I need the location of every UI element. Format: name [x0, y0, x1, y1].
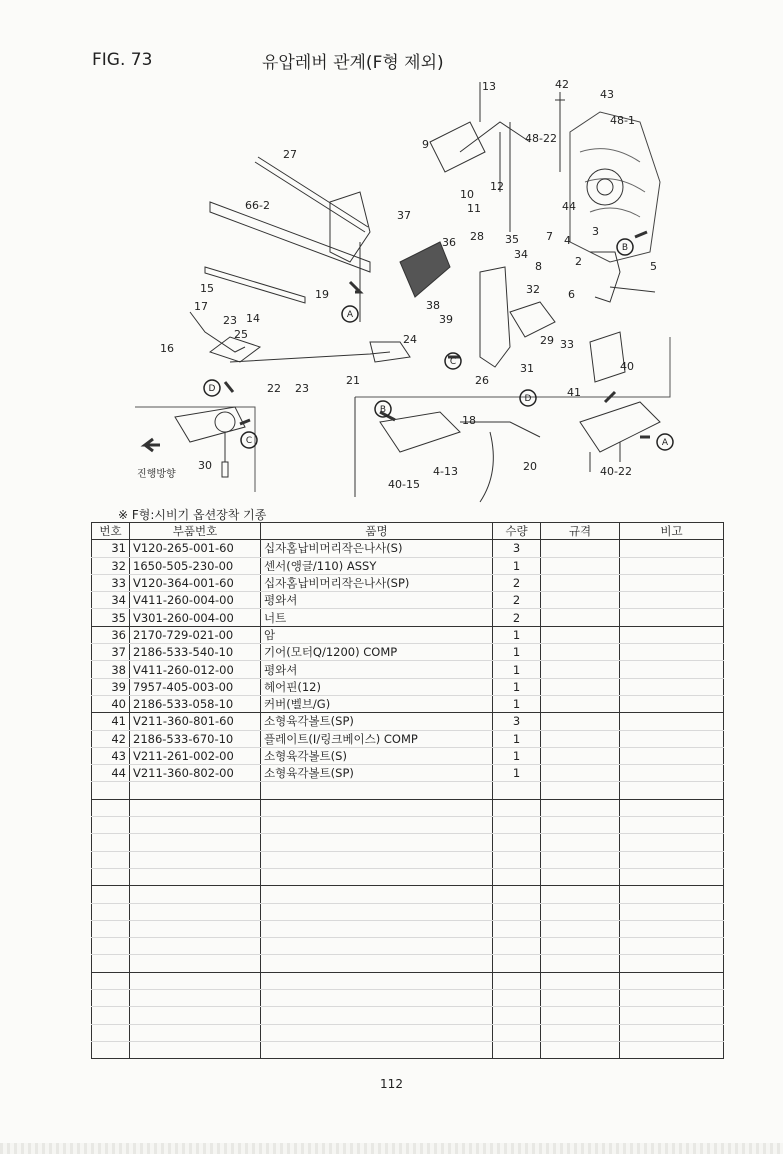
header-part-name: 품명 — [261, 523, 493, 540]
callout-19: 19 — [315, 288, 329, 301]
row-no: 39 — [92, 678, 130, 695]
callout-48-1: 48-1 — [610, 114, 635, 127]
row-no: 35 — [92, 609, 130, 626]
row-remarks — [620, 609, 724, 626]
table-header-row — [92, 523, 724, 540]
callout-16: 16 — [160, 342, 174, 355]
table-row — [92, 661, 724, 678]
figure-number: FIG. 73 — [92, 50, 153, 70]
row-qty: 1 — [493, 747, 541, 764]
row-spec — [541, 695, 620, 712]
row-no: 33 — [92, 574, 130, 591]
row-remarks — [620, 644, 724, 661]
callout-40-22: 40-22 — [600, 465, 632, 478]
row-name: 암 — [261, 626, 493, 643]
row-name: 헤어핀(12) — [261, 678, 493, 695]
callout-22: 22 — [267, 382, 281, 395]
row-part: 1650-505-230-00 — [130, 557, 261, 574]
row-remarks — [620, 661, 724, 678]
row-part: 7957-405-003-00 — [130, 678, 261, 695]
row-remarks — [620, 574, 724, 591]
callout-26: 26 — [475, 374, 489, 387]
table-row — [92, 644, 724, 661]
header-no: 번호 — [92, 523, 130, 540]
callout-40-15: 40-15 — [388, 478, 420, 491]
callout-24: 24 — [403, 333, 417, 346]
row-spec — [541, 574, 620, 591]
table-row — [92, 609, 724, 626]
row-spec — [541, 592, 620, 609]
row-qty: 1 — [493, 678, 541, 695]
table-row-empty — [92, 851, 724, 868]
callout-6: 6 — [568, 288, 575, 301]
row-spec — [541, 747, 620, 764]
table-row-empty — [92, 1041, 724, 1058]
table-row — [92, 626, 724, 643]
row-no: 40 — [92, 695, 130, 712]
row-name: 소형육각볼트(S) — [261, 747, 493, 764]
row-part: 2186-533-540-10 — [130, 644, 261, 661]
callout-43: 43 — [600, 88, 614, 101]
row-remarks — [620, 730, 724, 747]
row-no: 36 — [92, 626, 130, 643]
row-part: V411-260-012-00 — [130, 661, 261, 678]
callout-31: 31 — [520, 362, 534, 375]
direction-label: 진행방향 — [137, 469, 176, 480]
callout-7: 7 — [546, 230, 553, 243]
row-spec — [541, 626, 620, 643]
parts-table — [91, 522, 724, 1059]
table-row-empty — [92, 920, 724, 937]
table-row-empty — [92, 1024, 724, 1041]
parts-diagram — [130, 72, 690, 512]
row-part: 2170-729-021-00 — [130, 626, 261, 643]
row-qty: 1 — [493, 765, 541, 782]
callout-21: 21 — [346, 374, 360, 387]
row-spec — [541, 609, 620, 626]
row-qty: 2 — [493, 609, 541, 626]
row-qty: 2 — [493, 592, 541, 609]
callout-15: 15 — [200, 282, 214, 295]
table-row — [92, 765, 724, 782]
row-remarks — [620, 695, 724, 712]
row-name: 커버(벨브/G) — [261, 695, 493, 712]
scan-edge — [0, 1143, 783, 1154]
callout-20: 20 — [523, 460, 537, 473]
page-title: 유압레버 관계(F형 제외) — [262, 53, 444, 73]
table-row-empty — [92, 868, 724, 885]
table-row — [92, 695, 724, 712]
callout-14: 14 — [246, 312, 260, 325]
row-name: 평와셔 — [261, 661, 493, 678]
row-no: 44 — [92, 765, 130, 782]
table-row-empty — [92, 938, 724, 955]
row-name: 너트 — [261, 609, 493, 626]
row-part: V120-265-001-60 — [130, 540, 261, 557]
row-qty: 1 — [493, 557, 541, 574]
row-remarks — [620, 557, 724, 574]
callout-39: 39 — [439, 313, 453, 326]
callout-11: 11 — [467, 202, 481, 215]
table-row-empty — [92, 886, 724, 903]
row-no: 37 — [92, 644, 130, 661]
header-qty: 수량 — [493, 523, 541, 540]
callout-37: 37 — [397, 209, 411, 222]
row-part: V411-260-004-00 — [130, 592, 261, 609]
row-spec — [541, 765, 620, 782]
row-qty: 1 — [493, 626, 541, 643]
table-row-empty — [92, 955, 724, 972]
page-number: 112 — [380, 1077, 403, 1091]
row-no: 34 — [92, 592, 130, 609]
callout-3: 3 — [592, 225, 599, 238]
row-part: V211-360-801-60 — [130, 713, 261, 730]
table-row-empty — [92, 990, 724, 1007]
callout-44: 44 — [562, 200, 576, 213]
row-name: 플레이트(I/링크베이스) COMP — [261, 730, 493, 747]
row-name: 십자홈납비머리작은나사(S) — [261, 540, 493, 557]
row-qty: 2 — [493, 574, 541, 591]
callout-13: 13 — [482, 80, 496, 93]
callout-25: 25 — [234, 328, 248, 341]
row-qty: 3 — [493, 540, 541, 557]
row-qty: 1 — [493, 730, 541, 747]
row-remarks — [620, 765, 724, 782]
row-name: 십자홈납비머리작은나사(SP) — [261, 574, 493, 591]
row-no: 38 — [92, 661, 130, 678]
svg-text:C: C — [245, 436, 253, 446]
callout-5: 5 — [650, 260, 657, 273]
row-remarks — [620, 626, 724, 643]
row-part: 2186-533-670-10 — [130, 730, 261, 747]
callout-23: 23 — [223, 314, 237, 327]
row-part: V120-364-001-60 — [130, 574, 261, 591]
svg-text:D: D — [524, 394, 532, 404]
callout-23b: 23 — [295, 382, 309, 395]
row-qty: 1 — [493, 661, 541, 678]
callout-66-2: 66-2 — [245, 199, 270, 212]
callout-48-22: 48-22 — [525, 132, 557, 145]
row-name: 평와셔 — [261, 592, 493, 609]
row-remarks — [620, 592, 724, 609]
header-part-number: 부품번호 — [130, 523, 261, 540]
table-row — [92, 574, 724, 591]
row-spec — [541, 678, 620, 695]
callout-28: 28 — [470, 230, 484, 243]
svg-text:D: D — [208, 384, 216, 394]
row-name: 센서(앵글/110) ASSY — [261, 557, 493, 574]
table-row-empty — [92, 799, 724, 816]
callout-40: 40 — [620, 360, 634, 373]
callout-29: 29 — [540, 334, 554, 347]
table-row-empty — [92, 817, 724, 834]
table-row — [92, 557, 724, 574]
callout-17: 17 — [194, 300, 208, 313]
svg-text:A: A — [661, 438, 669, 448]
row-spec — [541, 644, 620, 661]
callout-27: 27 — [283, 148, 297, 161]
callout-35: 35 — [505, 233, 519, 246]
callout-9: 9 — [422, 138, 429, 151]
svg-text:C: C — [449, 357, 457, 367]
svg-text:B: B — [621, 243, 629, 253]
callout-42: 42 — [555, 78, 569, 91]
row-spec — [541, 661, 620, 678]
callout-30: 30 — [198, 459, 212, 472]
table-row-empty — [92, 1007, 724, 1024]
note-text: ※ F형:시비기 옵션장착 기종 — [118, 508, 267, 522]
callout-33: 33 — [560, 338, 574, 351]
row-spec — [541, 540, 620, 557]
row-name: 소형육각볼트(SP) — [261, 765, 493, 782]
callout-8: 8 — [535, 260, 542, 273]
callout-32: 32 — [526, 283, 540, 296]
row-remarks — [620, 540, 724, 557]
header-spec: 규격 — [541, 523, 620, 540]
row-qty: 3 — [493, 713, 541, 730]
row-qty: 1 — [493, 644, 541, 661]
callout-4-13: 4-13 — [433, 465, 458, 478]
callout-18: 18 — [462, 414, 476, 427]
row-no: 31 — [92, 540, 130, 557]
table-row — [92, 713, 724, 730]
svg-text:B: B — [379, 405, 387, 415]
callout-2: 2 — [575, 255, 582, 268]
svg-text:A: A — [346, 310, 354, 320]
callout-36: 36 — [442, 236, 456, 249]
table-row — [92, 540, 724, 557]
row-spec — [541, 730, 620, 747]
row-spec — [541, 713, 620, 730]
table-row-empty — [92, 782, 724, 799]
row-name: 소형육각볼트(SP) — [261, 713, 493, 730]
table-row-empty — [92, 903, 724, 920]
callout-10: 10 — [460, 188, 474, 201]
callout-4: 4 — [564, 234, 571, 247]
row-part: V211-360-802-00 — [130, 765, 261, 782]
row-remarks — [620, 747, 724, 764]
row-no: 41 — [92, 713, 130, 730]
row-remarks — [620, 678, 724, 695]
row-no: 42 — [92, 730, 130, 747]
callout-41: 41 — [567, 386, 581, 399]
row-remarks — [620, 713, 724, 730]
row-part: V211-261-002-00 — [130, 747, 261, 764]
table-row — [92, 730, 724, 747]
row-spec — [541, 557, 620, 574]
row-no: 32 — [92, 557, 130, 574]
table-row — [92, 678, 724, 695]
row-no: 43 — [92, 747, 130, 764]
row-part: V301-260-004-00 — [130, 609, 261, 626]
callout-12: 12 — [490, 180, 504, 193]
callout-38: 38 — [426, 299, 440, 312]
table-row — [92, 747, 724, 764]
header-remarks: 비고 — [620, 523, 724, 540]
callout-34: 34 — [514, 248, 528, 261]
table-row-empty — [92, 972, 724, 989]
table-row — [92, 592, 724, 609]
row-name: 기어(모터Q/1200) COMP — [261, 644, 493, 661]
table-row-empty — [92, 834, 724, 851]
row-qty: 1 — [493, 695, 541, 712]
row-part: 2186-533-058-10 — [130, 695, 261, 712]
